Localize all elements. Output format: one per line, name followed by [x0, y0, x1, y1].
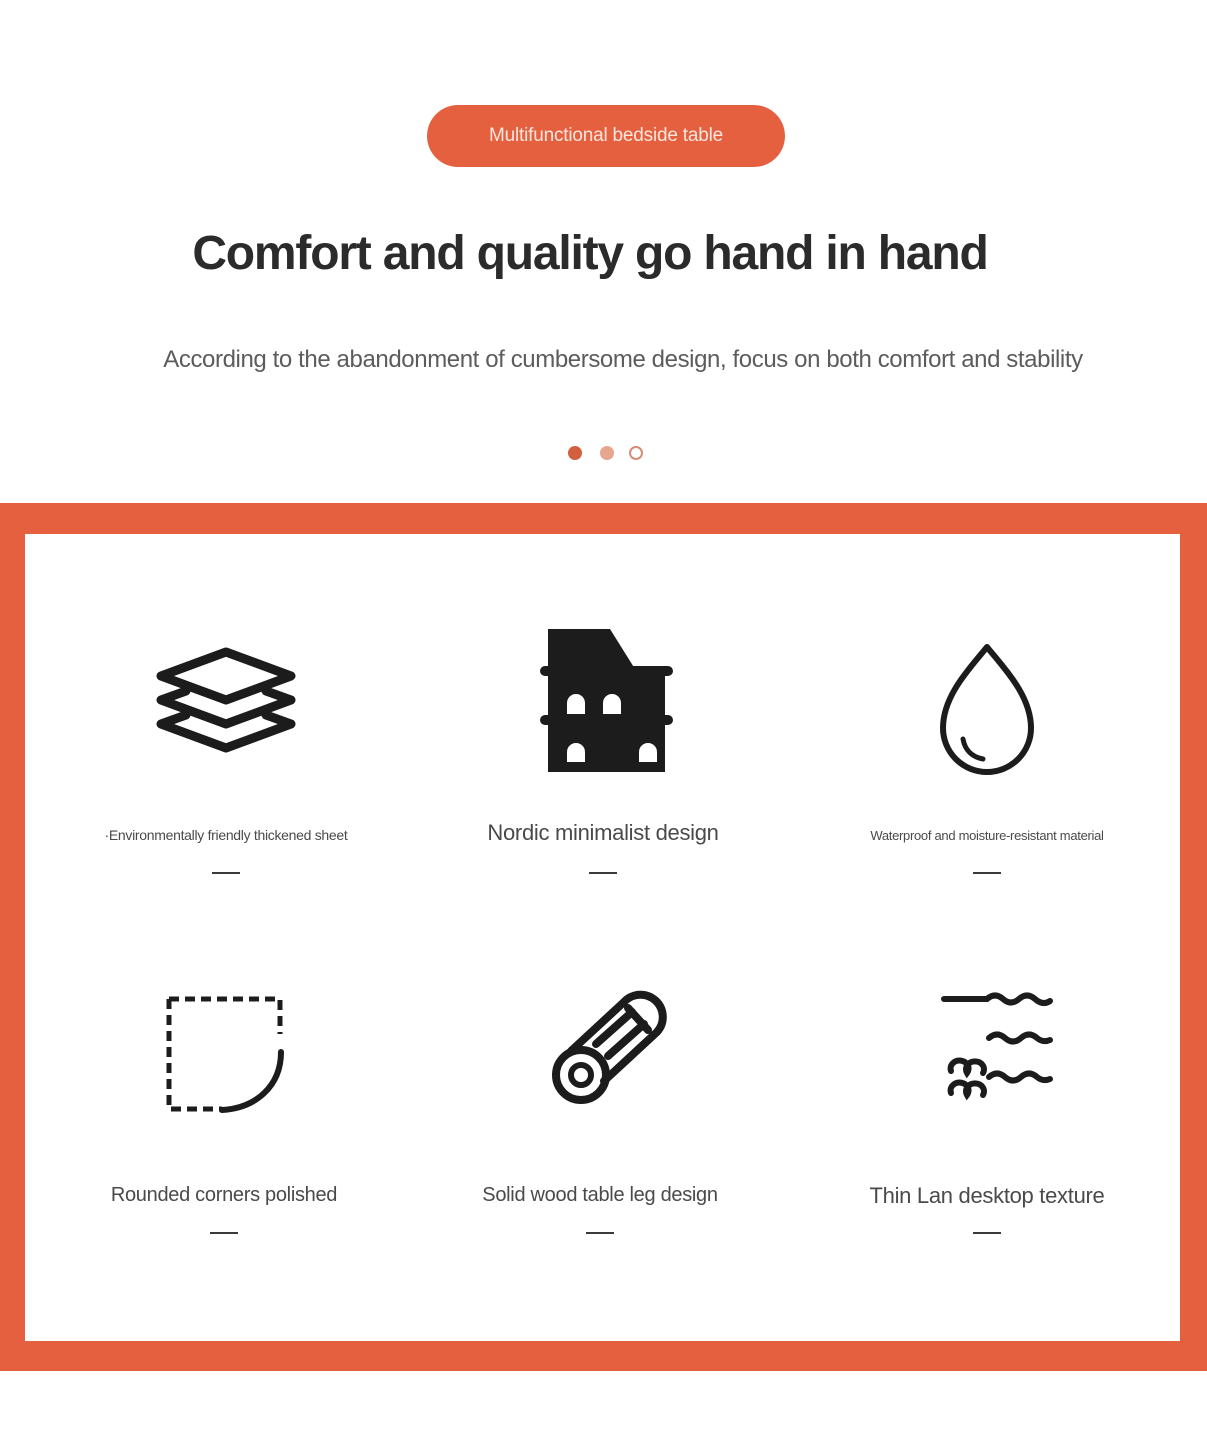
- pagination-dot-active[interactable]: [568, 446, 582, 460]
- divider: [212, 872, 240, 874]
- divider: [589, 872, 617, 874]
- page-title: Comfort and quality go hand in hand: [192, 227, 988, 280]
- feature-label: ·Environmentally friendly thickened sheet: [104, 827, 348, 843]
- divider: [973, 1232, 1001, 1234]
- pagination-dot[interactable]: [600, 446, 614, 460]
- wood-log-icon: [520, 974, 680, 1134]
- category-badge: Multifunctional bedside table: [427, 105, 785, 167]
- feature-label: Thin Lan desktop texture: [869, 1183, 1105, 1208]
- texture-waves-icon: [907, 974, 1067, 1134]
- divider: [973, 872, 1001, 874]
- divider: [210, 1232, 238, 1234]
- nordic-building-icon: [523, 619, 683, 779]
- features-panel: [25, 534, 1180, 1341]
- water-drop-icon: [907, 629, 1067, 789]
- feature-item-waterproof: [797, 614, 1177, 914]
- features-frame: [0, 503, 1207, 1371]
- rounded-corner-icon: [144, 974, 304, 1134]
- feature-item-thickened-sheet: [36, 614, 416, 914]
- feature-item-nordic-design: [413, 614, 793, 914]
- layers-icon: [146, 624, 306, 784]
- feature-item-rounded-corners: [34, 974, 414, 1274]
- feature-label: Waterproof and moisture-resistant material: [870, 828, 1104, 843]
- feature-label: Nordic minimalist design: [487, 820, 719, 845]
- feature-label: Solid wood table leg design: [482, 1184, 718, 1206]
- pagination-dot[interactable]: [629, 446, 643, 460]
- carousel-pagination: [566, 446, 646, 462]
- feature-label: Rounded corners polished: [110, 1184, 338, 1206]
- feature-item-desktop-texture: [797, 974, 1177, 1274]
- page-subtitle: According to the abandonment of cumbersome design, focus on both comfort and stability: [163, 346, 1083, 373]
- divider: [586, 1232, 614, 1234]
- feature-item-solid-wood-legs: [410, 974, 790, 1274]
